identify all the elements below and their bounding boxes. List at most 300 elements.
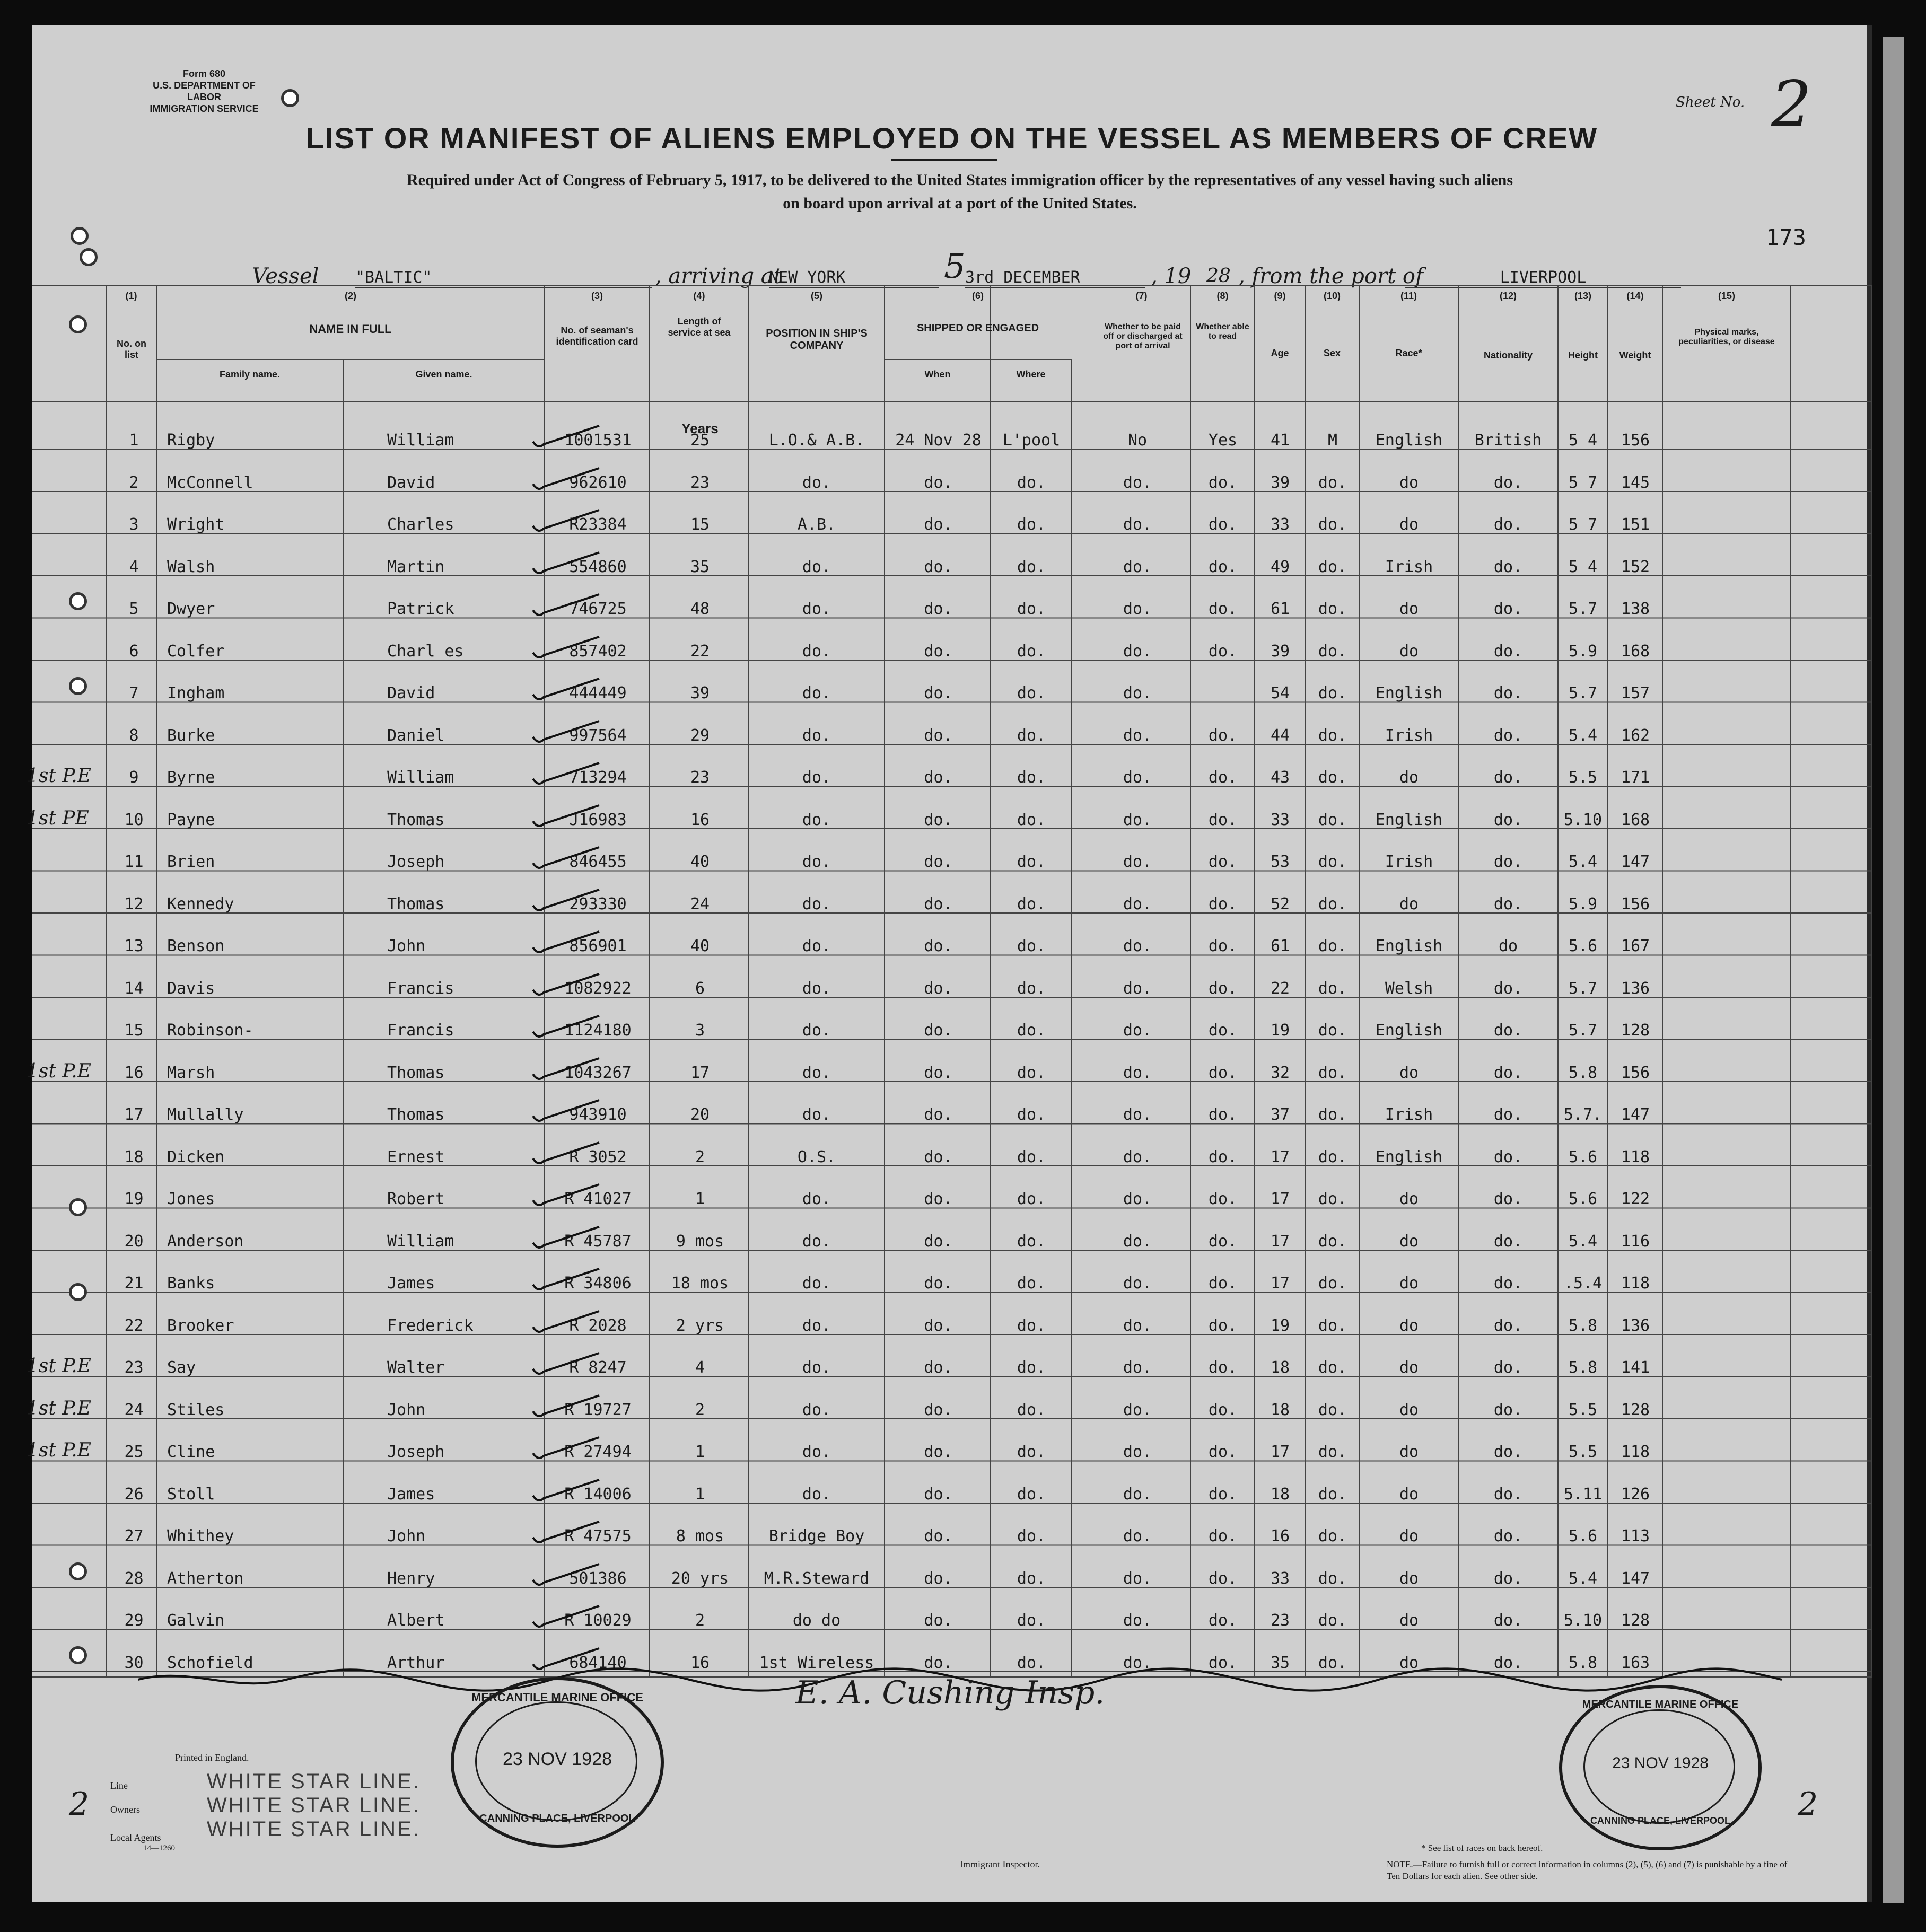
owners-label: Owners [110, 1804, 140, 1815]
shipped-when: do. [924, 642, 953, 661]
race: do [1399, 1569, 1419, 1588]
row-number: 28 [124, 1569, 144, 1588]
shipped-when: do. [924, 1653, 953, 1672]
race: do [1399, 1316, 1419, 1335]
col3-number: (3) [591, 291, 603, 301]
race: do [1399, 1611, 1419, 1630]
family-name: McConnell [167, 473, 253, 492]
col2a-header: Family name. [219, 369, 281, 380]
family-name: Walsh [167, 557, 215, 576]
service: IMMIGRATION SERVICE [150, 103, 259, 114]
shipped-when: do. [924, 1485, 953, 1504]
punch-hole [80, 248, 98, 266]
table-row [32, 1148, 1872, 1190]
paid-off: do. [1123, 1400, 1152, 1419]
position: M.R.Steward [764, 1569, 870, 1588]
position: Bridge Boy [768, 1527, 865, 1545]
col8-header: Whether able to read [1196, 322, 1249, 341]
family-name: Benson [167, 937, 225, 955]
shipped-when: 24 Nov 28 [895, 431, 982, 450]
paid-off: do. [1123, 1147, 1152, 1166]
table-row [32, 1527, 1872, 1569]
nationality: do. [1493, 1274, 1523, 1293]
paid-off: do. [1123, 1021, 1152, 1040]
position: do. [802, 1443, 831, 1461]
given-name: Francis [387, 1021, 454, 1040]
sex: do. [1318, 1190, 1347, 1208]
height: 5.4 [1568, 853, 1598, 871]
position: do. [802, 1358, 831, 1377]
check-mark-icon [530, 420, 605, 452]
given-name: Joseph [387, 1443, 445, 1461]
height: 5.8 [1568, 1316, 1598, 1335]
nationality: do. [1493, 557, 1523, 576]
margin-note: 1st PE [27, 807, 89, 829]
vessel-label: Vessel [252, 264, 319, 288]
age: 54 [1270, 684, 1290, 702]
check-mark-icon [530, 505, 605, 537]
row-number: 16 [124, 1063, 144, 1082]
department: U.S. DEPARTMENT OF LABOR [153, 80, 256, 102]
table-row [27, 765, 1872, 811]
sex: do. [1318, 1611, 1347, 1630]
row-number: 10 [124, 810, 144, 829]
weight: 118 [1621, 1443, 1650, 1461]
shipped-when: do. [924, 1569, 953, 1588]
row-number: 6 [129, 642, 139, 661]
row-number: 25 [124, 1443, 144, 1461]
age: 16 [1270, 1527, 1290, 1545]
height: 5.7 [1568, 1021, 1598, 1040]
col12-header: Nationality [1483, 350, 1533, 361]
punch-hole [71, 227, 89, 245]
paid-off: do. [1123, 1653, 1152, 1672]
given-name: William [387, 768, 454, 787]
weight: 152 [1621, 557, 1650, 576]
table-row [32, 726, 1872, 769]
weight: 128 [1621, 1400, 1650, 1419]
shipped-where: do. [1017, 1316, 1046, 1335]
table-row [27, 807, 1872, 853]
shipped-where: do. [1017, 1190, 1046, 1208]
given-name: Robert [387, 1190, 445, 1208]
service-length: 22 [690, 642, 710, 661]
family-name: Burke [167, 726, 215, 745]
shipped-where: do. [1017, 768, 1046, 787]
nationality: do. [1493, 1443, 1523, 1461]
nationality: do. [1493, 684, 1523, 702]
position: do. [802, 557, 831, 576]
col6a-header: When [924, 369, 951, 380]
check-mark-icon [530, 1516, 605, 1548]
row-number: 4 [129, 557, 139, 576]
punch-hole [69, 592, 87, 610]
punch-hole [69, 315, 87, 333]
sex: do. [1318, 473, 1347, 492]
height: 5 4 [1568, 431, 1598, 450]
check-mark-icon [530, 842, 605, 874]
nationality: do. [1493, 600, 1523, 618]
shipped-when: do. [924, 1063, 953, 1082]
service-length: 20 yrs [671, 1569, 729, 1588]
row-number: 24 [124, 1400, 144, 1419]
right-mark: 2 [1798, 1786, 1818, 1823]
family-name: Anderson [167, 1232, 244, 1251]
given-name: Francis [387, 979, 454, 998]
paid-off: No [1127, 431, 1148, 450]
given-name: James [387, 1274, 435, 1293]
position: do. [802, 768, 831, 787]
col11-number: (11) [1400, 291, 1417, 301]
age: 17 [1270, 1274, 1290, 1293]
race: do [1399, 1443, 1419, 1461]
paid-off: do. [1123, 557, 1152, 576]
sex: do. [1318, 726, 1347, 745]
row-number: 17 [124, 1105, 144, 1124]
family-name: Cline [167, 1443, 215, 1461]
row-number: 15 [124, 1021, 144, 1040]
nationality: do. [1493, 1105, 1523, 1124]
service-length: 40 [690, 853, 710, 871]
weight: 136 [1621, 1316, 1650, 1335]
height: 5.7 [1568, 600, 1598, 618]
position: do. [802, 600, 831, 618]
family-name: Mullally [167, 1105, 244, 1124]
shipped-where: do. [1017, 515, 1046, 534]
shipped-when: do. [924, 515, 953, 534]
year-prefix: , 19 [1151, 264, 1192, 288]
family-name: Byrne [167, 768, 215, 787]
row-number: 3 [129, 515, 139, 534]
agents-label: Local Agents [110, 1832, 161, 1843]
race: Welsh [1385, 979, 1433, 998]
service-length: 23 [690, 768, 710, 787]
table-row [32, 1021, 1872, 1064]
service-length: 1 [695, 1443, 705, 1461]
family-name: Payne [167, 810, 215, 829]
shipped-when: do. [924, 768, 953, 787]
able-to-read: do. [1208, 1190, 1238, 1208]
shipped-when: do. [924, 726, 953, 745]
shipped-where: do. [1017, 1653, 1046, 1672]
age: 19 [1270, 1316, 1290, 1335]
family-name: Ingham [167, 684, 225, 702]
age: 49 [1270, 557, 1290, 576]
family-name: Galvin [167, 1611, 225, 1630]
shipped-where: do. [1017, 642, 1046, 661]
given-name: Thomas [387, 810, 445, 829]
row-number: 20 [124, 1232, 144, 1251]
nationality: do. [1493, 473, 1523, 492]
row-number: 18 [124, 1147, 144, 1166]
sex: do. [1318, 1105, 1347, 1124]
table-row [32, 1316, 1872, 1359]
family-name: Whithey [167, 1527, 234, 1545]
paid-off: do. [1123, 1569, 1152, 1588]
position: A.B. [797, 515, 836, 534]
weight: 138 [1621, 600, 1650, 618]
weight: 118 [1621, 1147, 1650, 1166]
given-name: John [387, 1527, 426, 1545]
able-to-read: do. [1208, 1611, 1238, 1630]
shipped-where: do. [1017, 810, 1046, 829]
card-number: 1043267 [564, 1063, 632, 1082]
sex: do. [1318, 1063, 1347, 1082]
given-name: David [387, 684, 435, 702]
check-mark-icon [530, 1474, 605, 1506]
check-mark-icon [530, 1179, 605, 1211]
punch-hole [69, 1562, 87, 1580]
nationality: do. [1493, 1063, 1523, 1082]
row-number: 7 [129, 684, 139, 702]
family-name: Brien [167, 853, 215, 871]
check-mark-icon [530, 1432, 605, 1464]
race: English [1375, 431, 1443, 450]
form-number: Form 680 [182, 68, 226, 79]
service-length: 48 [690, 600, 710, 618]
shipped-where: do. [1017, 937, 1046, 955]
height: 5.7 [1568, 684, 1598, 702]
nationality: do. [1493, 1358, 1523, 1377]
nationality: do. [1493, 1147, 1523, 1166]
nationality: do. [1493, 1653, 1523, 1672]
service-length: 29 [690, 726, 710, 745]
margin-note: 1st P.E [27, 765, 91, 787]
age: 35 [1270, 1653, 1290, 1672]
shipped-when: do. [924, 1443, 953, 1461]
age: 43 [1270, 768, 1290, 787]
age: 22 [1270, 979, 1290, 998]
age: 44 [1270, 726, 1290, 745]
col5-number: (5) [811, 291, 822, 301]
shipped-where: do. [1017, 894, 1046, 914]
check-mark-icon [530, 1053, 605, 1085]
col14-header: Weight [1619, 350, 1651, 361]
service-length: 15 [690, 515, 710, 534]
shipped-where: do. [1017, 1485, 1046, 1504]
card-number: 684140 [569, 1653, 627, 1672]
sex: do. [1318, 894, 1347, 914]
service-length: 40 [690, 937, 710, 955]
service-length: 17 [690, 1063, 710, 1082]
col10-header: Sex [1323, 348, 1341, 358]
sex: do. [1318, 937, 1347, 955]
stamp2-date: 23 NOV 1928 [1612, 1754, 1709, 1772]
paid-off: do. [1123, 1485, 1152, 1504]
race: do [1399, 1485, 1419, 1504]
weight: 147 [1621, 1105, 1650, 1124]
stamp-bottom: CANNING PLACE, LIVERPOOL [479, 1813, 635, 1824]
row-number: 19 [124, 1190, 144, 1208]
weight: 163 [1621, 1653, 1650, 1672]
age: 17 [1270, 1147, 1290, 1166]
family-name: Dwyer [167, 600, 215, 618]
check-mark-icon [530, 716, 605, 748]
form-code: 14—1260 [143, 1844, 175, 1852]
year: 28 [1206, 265, 1231, 287]
service-length: 2 yrs [676, 1316, 724, 1335]
card-number: J16983 [569, 810, 627, 829]
card-number: 846455 [569, 853, 627, 871]
check-mark-icon [530, 1095, 605, 1127]
given-name: Joseph [387, 853, 445, 871]
table-row [32, 1105, 1872, 1148]
card-number: R 2028 [569, 1316, 627, 1335]
nationality: do. [1493, 810, 1523, 829]
family-name: Banks [167, 1274, 215, 1293]
paid-off: do. [1123, 979, 1152, 998]
paid-off: do. [1123, 937, 1152, 955]
col14-number: (14) [1626, 291, 1644, 301]
nationality: do. [1493, 515, 1523, 534]
card-number: 943910 [569, 1105, 627, 1124]
card-number: 857402 [569, 642, 627, 661]
height: 5.5 [1568, 1400, 1598, 1419]
weight: 168 [1621, 642, 1650, 661]
col5-header: POSITION IN SHIP'S COMPANY [766, 328, 868, 352]
check-mark-icon [530, 758, 605, 789]
table-row [32, 1485, 1872, 1527]
col6b-header: Where [1016, 369, 1046, 380]
able-to-read: do. [1208, 557, 1238, 576]
height: 5.10 [1563, 1611, 1603, 1630]
able-to-read: do. [1208, 473, 1238, 492]
age: 17 [1270, 1443, 1290, 1461]
check-mark-icon [530, 631, 605, 663]
height: 5 4 [1568, 557, 1598, 576]
paid-off: do. [1123, 894, 1152, 914]
shipped-when: do. [924, 1190, 953, 1208]
card-number: R 34806 [564, 1274, 632, 1293]
given-name: Albert [387, 1611, 445, 1630]
nationality: do. [1493, 894, 1523, 914]
shipped-when: do. [924, 1358, 953, 1377]
family-name: Say [167, 1358, 196, 1377]
given-name: Charles [387, 515, 454, 534]
able-to-read: Yes [1208, 431, 1238, 450]
height: 5.7 [1568, 979, 1598, 998]
shipped-where: do. [1017, 1358, 1046, 1377]
race: do [1399, 1232, 1419, 1251]
shipped-where: do. [1017, 853, 1046, 871]
penalty-note: NOTE.—Failure to furnish full or correct information in columns (2), (5), (6) and (7) is punishable by a fine of Ten Dollars for each alien. See other side. [1387, 1859, 1788, 1881]
card-number: 856901 [569, 937, 627, 955]
sex: do. [1318, 1274, 1347, 1293]
age: 19 [1270, 1021, 1290, 1040]
weight: 167 [1621, 937, 1650, 955]
service-length: 6 [695, 979, 705, 998]
able-to-read: do. [1208, 1653, 1238, 1672]
nationality: do. [1493, 1485, 1523, 1504]
given-name: Daniel [387, 726, 445, 745]
shipped-where: do. [1017, 1232, 1046, 1251]
row-number: 2 [129, 473, 139, 492]
shipped-when: do. [924, 600, 953, 618]
line-label: Line [110, 1780, 128, 1791]
race: Irish [1385, 557, 1433, 576]
given-name: William [387, 1232, 454, 1251]
shipped-when: do. [924, 1105, 953, 1124]
family-name: Colfer [167, 642, 225, 661]
card-number: 554860 [569, 557, 627, 576]
row-number: 8 [129, 726, 139, 745]
sex: do. [1318, 1569, 1347, 1588]
age: 18 [1270, 1400, 1290, 1419]
col6-header: SHIPPED OR ENGAGED [916, 322, 1039, 334]
service-length: 2 [695, 1400, 705, 1419]
shipped-when: do. [924, 894, 953, 914]
col3-header: No. of seaman's identification card [556, 325, 638, 347]
position: 1st Wireless [759, 1653, 874, 1672]
service-length: 16 [690, 1653, 710, 1672]
sex: do. [1318, 642, 1347, 661]
service-length: 4 [695, 1358, 705, 1377]
race: do [1399, 1274, 1419, 1293]
nationality: do. [1493, 768, 1523, 787]
height: 5.6 [1568, 1527, 1598, 1545]
paid-off: do. [1123, 1611, 1152, 1630]
weight: 113 [1621, 1527, 1650, 1545]
able-to-read: do. [1208, 1569, 1238, 1588]
race: do [1399, 1063, 1419, 1082]
check-mark-icon [530, 1011, 605, 1042]
col2b-header: Given name. [415, 369, 472, 380]
weight: 147 [1621, 1569, 1650, 1588]
nationality: do. [1493, 642, 1523, 661]
shipped-where: do. [1017, 1105, 1046, 1124]
race: Irish [1385, 853, 1433, 871]
page-title: LIST OR MANIFEST OF ALIENS EMPLOYED ON THE VESSEL AS MEMBERS OF CREW [305, 121, 1598, 155]
shipped-when: do. [924, 1316, 953, 1335]
paid-off: do. [1123, 1105, 1152, 1124]
table-row [32, 895, 1872, 937]
able-to-read: do. [1208, 1358, 1238, 1377]
race: do [1399, 1653, 1419, 1672]
position: do. [802, 473, 831, 492]
able-to-read: do. [1208, 810, 1238, 829]
printed-label: Printed in England. [175, 1752, 249, 1763]
shipped-when: do. [924, 684, 953, 702]
row-number: 29 [124, 1611, 144, 1630]
col7-header: Whether to be paid off or discharged at port of arrival [1103, 322, 1183, 350]
check-mark-icon [530, 1306, 605, 1338]
sheet-label: Sheet No. [1676, 94, 1745, 110]
col15-number: (15) [1718, 291, 1735, 301]
subtitle-line-2: on board upon arrival at a port of the United States. [783, 195, 1137, 212]
card-number: 501386 [569, 1569, 627, 1588]
sex: do. [1318, 1021, 1347, 1040]
paid-off: do. [1123, 810, 1152, 829]
able-to-read: do. [1208, 768, 1238, 787]
able-to-read: do. [1208, 1021, 1238, 1040]
check-mark-icon [530, 1601, 605, 1632]
margin-note: 1st P.E [27, 1060, 91, 1082]
races-note: * See list of races on back hereof. [1421, 1843, 1543, 1853]
card-number: 997564 [569, 726, 627, 745]
paid-off: do. [1123, 1527, 1152, 1545]
height: 5.4 [1568, 1232, 1598, 1251]
able-to-read: do. [1208, 1316, 1238, 1335]
position: O.S. [797, 1147, 836, 1166]
position: do. [802, 810, 831, 829]
margin-note: 1st P.E [27, 1439, 91, 1461]
shipped-when: do. [924, 1232, 953, 1251]
race: English [1375, 1021, 1443, 1040]
able-to-read: do. [1208, 726, 1238, 745]
check-mark-icon [530, 969, 605, 1000]
table-row [32, 642, 1872, 684]
punch-hole [69, 677, 87, 695]
